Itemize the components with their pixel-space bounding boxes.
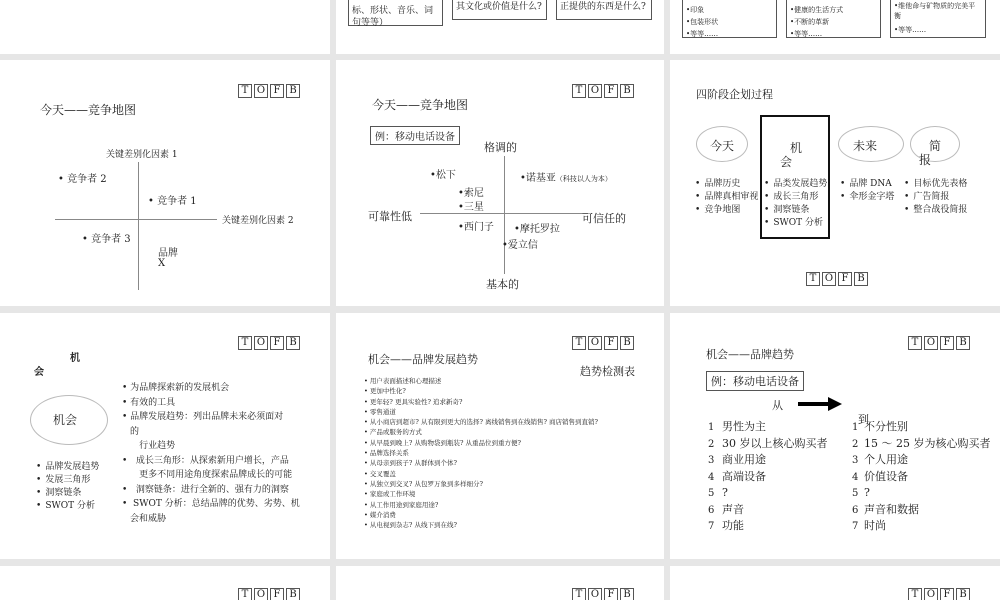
tofb-b: B bbox=[620, 84, 634, 98]
slide-r3-c2[interactable] bbox=[670, 566, 1000, 600]
cell-1-text-b: 句等等） bbox=[352, 18, 389, 28]
col-1-line-3: •等等…… bbox=[686, 30, 719, 38]
slide-r0-c1[interactable] bbox=[336, 0, 664, 54]
list-item: 6 声音和数据 bbox=[852, 502, 919, 516]
example-box: 例：移动电话设备 bbox=[706, 371, 804, 391]
brand-panasonic: •松下 bbox=[430, 170, 456, 181]
stage-future-label: 未来 bbox=[853, 139, 878, 153]
tofb-logo bbox=[572, 84, 634, 98]
list-item: • SWOT 分析 bbox=[36, 500, 99, 513]
slide-title: 今天——竞争地图 bbox=[40, 103, 137, 117]
tofb-b: B bbox=[620, 588, 634, 600]
col-3-line-1: •维他命与矿物质的完美平 bbox=[894, 2, 976, 10]
horizontal-axis bbox=[420, 213, 588, 214]
brand-ericsson: •爱立信 bbox=[502, 240, 538, 251]
stage-brief-list bbox=[904, 178, 967, 217]
list-item: • 洞察链条 bbox=[36, 487, 99, 500]
tofb-b: B bbox=[956, 588, 970, 600]
content-cell-1 bbox=[348, 0, 443, 26]
list-item: 1 不分性别 bbox=[852, 420, 908, 433]
tofb-o: O bbox=[924, 588, 938, 600]
desc-line: 行业趋势 bbox=[122, 441, 176, 451]
tofb-f: F bbox=[270, 336, 284, 350]
trend-checklist bbox=[364, 376, 598, 530]
desc-line: • 洞察链条：进行全新的、强有力的洞察 bbox=[122, 484, 289, 495]
list-item: • SWOT 分析 bbox=[764, 217, 827, 230]
vertical-axis bbox=[138, 162, 139, 290]
tofb-logo bbox=[238, 84, 300, 98]
stage-today-label: 今天 bbox=[710, 139, 735, 153]
tofb-t: T bbox=[572, 336, 586, 350]
list-item: 5 ? bbox=[852, 486, 870, 499]
tofb-t: T bbox=[806, 272, 820, 286]
tofb-o: O bbox=[254, 84, 268, 98]
slide-title: 机会——品牌趋势 bbox=[706, 348, 794, 361]
cell-3-text: 正提供的东西是什么? bbox=[560, 2, 646, 12]
stage-brief-label-b: 报 bbox=[919, 153, 932, 167]
list-item: • 从小商店到超市? 从有限到更大的选择? 离线销售到在线销售? 商店销售到直销? bbox=[364, 418, 599, 427]
brand-motorola: •摩托罗拉 bbox=[514, 224, 560, 235]
list-item: • 品牌真相审视 bbox=[695, 191, 758, 204]
slide-competition-map-1[interactable] bbox=[0, 60, 330, 306]
tofb-b: B bbox=[286, 84, 300, 98]
brand-siemens: •西门子 bbox=[458, 222, 494, 233]
list-item: • 品类发展趋势 bbox=[764, 178, 827, 191]
list-item: • 成长三角形 bbox=[764, 191, 827, 204]
list-item: 3 个人用途 bbox=[852, 453, 908, 466]
list-item: • 从早晨到晚上? 从购物袋到瓶装? 从重品位到重方便? bbox=[364, 438, 521, 447]
tofb-logo bbox=[806, 272, 868, 286]
content-col-1 bbox=[682, 0, 777, 38]
desc-line: • 为品牌探索新的发展机会 bbox=[122, 383, 230, 393]
tofb-logo bbox=[572, 336, 634, 350]
list-item: 6 声音 bbox=[708, 502, 744, 516]
slide-r3-c0[interactable] bbox=[0, 566, 330, 600]
brand-sony: •索尼 bbox=[458, 188, 484, 199]
list-item: • 品牌 DNA bbox=[840, 178, 894, 191]
slide-four-stage-process[interactable] bbox=[670, 60, 1000, 306]
slide-title: 四阶段企划过程 bbox=[696, 88, 773, 101]
tofb-o: O bbox=[588, 84, 602, 98]
list-item: 7 功能 bbox=[708, 519, 744, 532]
vertical-axis bbox=[504, 156, 505, 274]
tofb-f: F bbox=[604, 336, 618, 350]
tofb-f: F bbox=[838, 272, 852, 286]
tofb-b: B bbox=[854, 272, 868, 286]
tofb-o: O bbox=[588, 336, 602, 350]
slide-competition-map-2[interactable] bbox=[336, 60, 664, 306]
tofb-b: B bbox=[956, 336, 970, 350]
tofb-t: T bbox=[572, 84, 586, 98]
list-item: • 品牌发展趋势 bbox=[36, 461, 99, 474]
desc-line: • 成长三角形：从探索新用户增长，产品 bbox=[122, 455, 289, 466]
slide-subtitle: 趋势检测表 bbox=[580, 365, 635, 378]
desc-line: 会和威胁 bbox=[130, 513, 167, 524]
tofb-logo bbox=[572, 588, 634, 600]
list-item: • 用户表面描述和心理描述 bbox=[364, 377, 442, 385]
list-item: 2 30 岁以上核心购买者 bbox=[708, 436, 828, 450]
tofb-f: F bbox=[604, 588, 618, 600]
slide-brand-trends-example[interactable] bbox=[670, 313, 1000, 559]
stage-opportunity-label-b: 会 bbox=[780, 155, 793, 169]
list-item: • 更加中性化? bbox=[364, 387, 406, 396]
to-label: 到 bbox=[858, 413, 869, 426]
desc-line: • SWOT 分析：总结品牌的优势、劣势、机 bbox=[122, 499, 300, 509]
stage-opportunity-label-a: 机 bbox=[790, 141, 803, 155]
tofb-logo bbox=[908, 588, 970, 600]
col-3-line-3: •等等…… bbox=[894, 26, 927, 34]
axis-right-label: 可信任的 bbox=[582, 212, 626, 225]
tofb-f: F bbox=[270, 588, 284, 600]
brand-samsung: •三星 bbox=[458, 202, 484, 213]
horizontal-axis bbox=[55, 219, 217, 220]
col-3-line-2: 衡 bbox=[894, 12, 901, 20]
slide-opportunity[interactable] bbox=[0, 313, 330, 559]
slide-title-a: 机 bbox=[70, 353, 80, 364]
tofb-f: F bbox=[940, 588, 954, 600]
stage-brief-ellipse bbox=[910, 126, 960, 167]
content-col-2 bbox=[786, 0, 881, 38]
slide-brand-trends-checklist[interactable] bbox=[336, 313, 664, 559]
list-item: • 产品或服务的方式 bbox=[364, 428, 422, 437]
list-item: 3 商业用途 bbox=[708, 453, 766, 466]
from-label: 从 bbox=[772, 399, 783, 412]
col-2-line-3: •等等…… bbox=[790, 30, 823, 38]
tofb-f: F bbox=[604, 84, 618, 98]
desc-line: • 有效的工具 bbox=[122, 397, 176, 408]
list-item: • 从母亲到孩子? 从群体到个体? bbox=[364, 459, 457, 468]
slide-title: 今天——竞争地图 bbox=[372, 98, 469, 112]
list-item: • 从独立到交叉? 从包罗万象到多样细分? bbox=[364, 479, 483, 488]
factor-2-label: 关键差别化因素 2 bbox=[222, 216, 294, 226]
factor-1-label: 关键差别化因素 1 bbox=[106, 150, 178, 160]
list-item: 5 ? bbox=[708, 486, 728, 499]
col-1-line-1: •印象 bbox=[686, 6, 705, 14]
list-item: • 整合战役简报 bbox=[904, 204, 967, 217]
tofb-o: O bbox=[254, 336, 268, 350]
stage-opportunity-list bbox=[764, 178, 827, 230]
to-list bbox=[852, 419, 990, 535]
slide-title: 机会——品牌发展趋势 bbox=[368, 353, 478, 366]
col-2-line-1: •健康的生活方式 bbox=[790, 6, 844, 14]
slide-r0-c2[interactable] bbox=[670, 0, 1000, 54]
list-item: • 交叉覆盖 bbox=[364, 469, 396, 478]
content-col-3 bbox=[890, 0, 986, 38]
arrow-right-icon bbox=[798, 397, 842, 411]
list-item: • 媒介消费 bbox=[364, 510, 396, 519]
brand-nokia: •诺基亚（科技以人为本） bbox=[520, 173, 612, 184]
opportunity-ellipse-label: 机会 bbox=[53, 413, 78, 427]
list-item: 4 高端设备 bbox=[708, 469, 766, 483]
list-item: • 家庭或工作环境 bbox=[364, 490, 416, 499]
desc-line: 的 bbox=[130, 426, 140, 437]
competitor-3: • 竞争者 3 bbox=[82, 234, 131, 245]
content-cell-2 bbox=[452, 0, 547, 20]
stage-today-ellipse bbox=[696, 126, 748, 162]
tofb-o: O bbox=[254, 588, 268, 600]
tofb-t: T bbox=[572, 588, 586, 600]
tofb-t: T bbox=[908, 588, 922, 600]
brand-label: 品牌 bbox=[158, 248, 178, 259]
tofb-f: F bbox=[940, 336, 954, 350]
slide-r3-c1[interactable] bbox=[336, 566, 664, 600]
opportunity-tools-list bbox=[36, 461, 99, 513]
example-box: 例：移动电话设备 bbox=[370, 126, 460, 145]
stage-future-list bbox=[840, 178, 894, 204]
list-item: 1 男性为主 bbox=[708, 420, 766, 433]
list-item: 7 时尚 bbox=[852, 519, 886, 532]
list-item: 4 价值设备 bbox=[852, 469, 908, 483]
tofb-b: B bbox=[286, 336, 300, 350]
tofb-logo bbox=[908, 336, 970, 350]
slide-title-b: 会 bbox=[34, 367, 44, 378]
list-item: • 品牌选择关系 bbox=[364, 449, 409, 458]
list-item: • 伞形金字塔 bbox=[840, 191, 894, 204]
list-item: • 竞争地图 bbox=[695, 204, 758, 217]
tofb-o: O bbox=[924, 336, 938, 350]
list-item: • 零售通道 bbox=[364, 407, 396, 416]
from-list bbox=[708, 419, 828, 535]
tofb-b: B bbox=[286, 588, 300, 600]
tofb-o: O bbox=[822, 272, 836, 286]
desc-line: 更多不同用途角度探索品牌成长的可能 bbox=[122, 470, 293, 480]
tofb-o: O bbox=[588, 588, 602, 600]
list-item: 2 15 ～ 25 岁为核心购买者 bbox=[852, 436, 991, 450]
tofb-f: F bbox=[270, 84, 284, 98]
list-item: • 从电视到杂志? 从线下到在线? bbox=[364, 521, 457, 530]
list-item: • 发展三角形 bbox=[36, 474, 99, 487]
axis-top-label: 格调的 bbox=[484, 141, 517, 154]
stage-future-ellipse bbox=[838, 126, 904, 162]
tofb-b: B bbox=[620, 336, 634, 350]
desc-line: • 品牌发展趋势：列出品牌未来必须面对 bbox=[122, 412, 284, 422]
list-item: • 品牌历史 bbox=[695, 178, 758, 191]
brand-x-label: X bbox=[158, 258, 166, 269]
col-1-line-2: •包装形状 bbox=[686, 18, 719, 26]
tofb-t: T bbox=[238, 588, 252, 600]
axis-left-label: 可靠性低 bbox=[368, 210, 412, 223]
list-item: • 广告简报 bbox=[904, 191, 967, 204]
competitor-1: • 竞争者 1 bbox=[148, 196, 197, 207]
list-item: • 从工作用途到家庭用途? bbox=[364, 500, 439, 509]
content-cell-3 bbox=[556, 0, 652, 20]
tofb-logo bbox=[238, 336, 300, 350]
tofb-t: T bbox=[908, 336, 922, 350]
tofb-logo bbox=[238, 588, 300, 600]
slide-r0-c0[interactable] bbox=[0, 0, 330, 54]
cell-1-text: 标、形状、音乐、词 bbox=[352, 6, 434, 16]
opportunity-description bbox=[122, 381, 300, 526]
opportunity-ellipse bbox=[30, 395, 108, 445]
competitor-2: • 竞争者 2 bbox=[58, 174, 107, 185]
tofb-t: T bbox=[238, 84, 252, 98]
list-item: • 目标优先表格 bbox=[904, 178, 967, 191]
cell-2-text: 其文化或价值是什么? bbox=[456, 2, 542, 12]
tofb-t: T bbox=[238, 336, 252, 350]
col-2-line-2: •不断的革新 bbox=[790, 18, 830, 26]
stage-today-list bbox=[695, 178, 758, 217]
stage-brief-label-a: 简 bbox=[929, 139, 942, 153]
list-item: • 更年轻? 更具实验性? 追求新奇? bbox=[364, 397, 463, 406]
list-item: • 洞察链条 bbox=[764, 204, 827, 217]
axis-bottom-label: 基本的 bbox=[486, 278, 519, 291]
